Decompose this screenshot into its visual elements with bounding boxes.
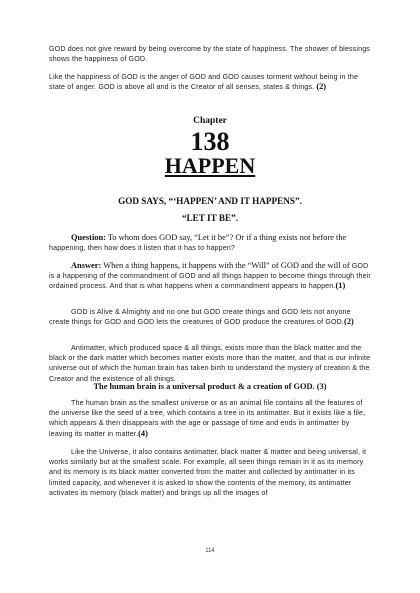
answer-sans-text: GOD is a happening of the commandment of GOD and all things happen to become things through their ordained process. And that is what happens when a commandment appears to happen.: [49, 262, 371, 291]
intro-paragraph-2: [49, 72, 371, 92]
alive-paragraph-ref: (2): [344, 317, 354, 327]
brain-paragraph-ref: (4): [138, 428, 148, 438]
chapter-title: HAPPEN: [164, 153, 256, 178]
alive-paragraph: [49, 307, 371, 327]
brain-heading: The human brain is a universal product & a creation of GOD. (3): [93, 382, 327, 391]
chapter-subtitle-2: “LET IT BE”.: [181, 213, 239, 223]
question-sans-text: happening, then how does it listen that it has to happen?: [49, 244, 236, 253]
chapter-label: Chapter: [193, 116, 227, 126]
intro-paragraph-1: GOD does not give reward by being overcome by the state of happiness. The shower of blessings shows the happiness of GOD.: [49, 45, 370, 64]
answer-ref: (1): [335, 281, 346, 291]
answer-paragraph: [49, 261, 371, 292]
alive-paragraph-text: GOD is Alive & Almighty and no one but GOD create things and GOD lets not anyone create things for GOD and GOD lets the creatures of GOD produce the creatures of GOD.: [49, 308, 351, 327]
brain-paragraph-text: The human brain as the smallest universe or as an animal file contains all the features of the universe like the seed of a tree, which contains a tree in its antimatter. But it exists like a file, which appears & then disappears with the age or passage of time and ends in antimatter by leaving its matter in matter.: [49, 399, 366, 438]
answer-label: Answer:: [71, 261, 102, 270]
intro-paragraph-2-text: Like the happiness of GOD is the anger of GOD and GOD causes torment without being in the state of anger. GOD is above all and is the Creator of all senses, states & things.: [49, 73, 359, 92]
universe-paragraph: Like the Universe, it also contains antimatter, black matter & matter and being universal, it works similarly but at the smallest scale. For example, all seen things remain in it as its memory and its memory is its black matter converted from the matter and collected by antimatter in its limited capacity, and whenever it is asked to show the contents of the memory, its antimatter activates its memory (black matter) and brings up all the images of: [49, 448, 367, 497]
question-label: Question:: [71, 233, 106, 242]
answer-serif-text: When a thing happens, it happens with the “Will” of GOD and the will of: [101, 261, 350, 270]
question-serif-text: To whom does GOD say, “Let it be”? Or if a thing exists not before the: [105, 233, 347, 242]
chapter-subtitle-1: GOD SAYS, “‘HAPPEN’ AND IT HAPPENS”.: [118, 196, 302, 206]
antimatter-paragraph: Antimatter, which produced space & all things, exists more than the black matter and the black or the dark matter which becomes matter exists more than the matter, and that is our infinite universe out of which the human brain has taken birth to understand the mystery of creation & the Creator and the existence of all things.: [49, 344, 371, 383]
chapter-number: 138: [190, 127, 230, 156]
intro-paragraph-2-ref: (2): [316, 82, 327, 92]
page-number: 114: [205, 548, 215, 554]
brain-paragraph: [49, 398, 371, 439]
question-paragraph: [49, 233, 371, 253]
